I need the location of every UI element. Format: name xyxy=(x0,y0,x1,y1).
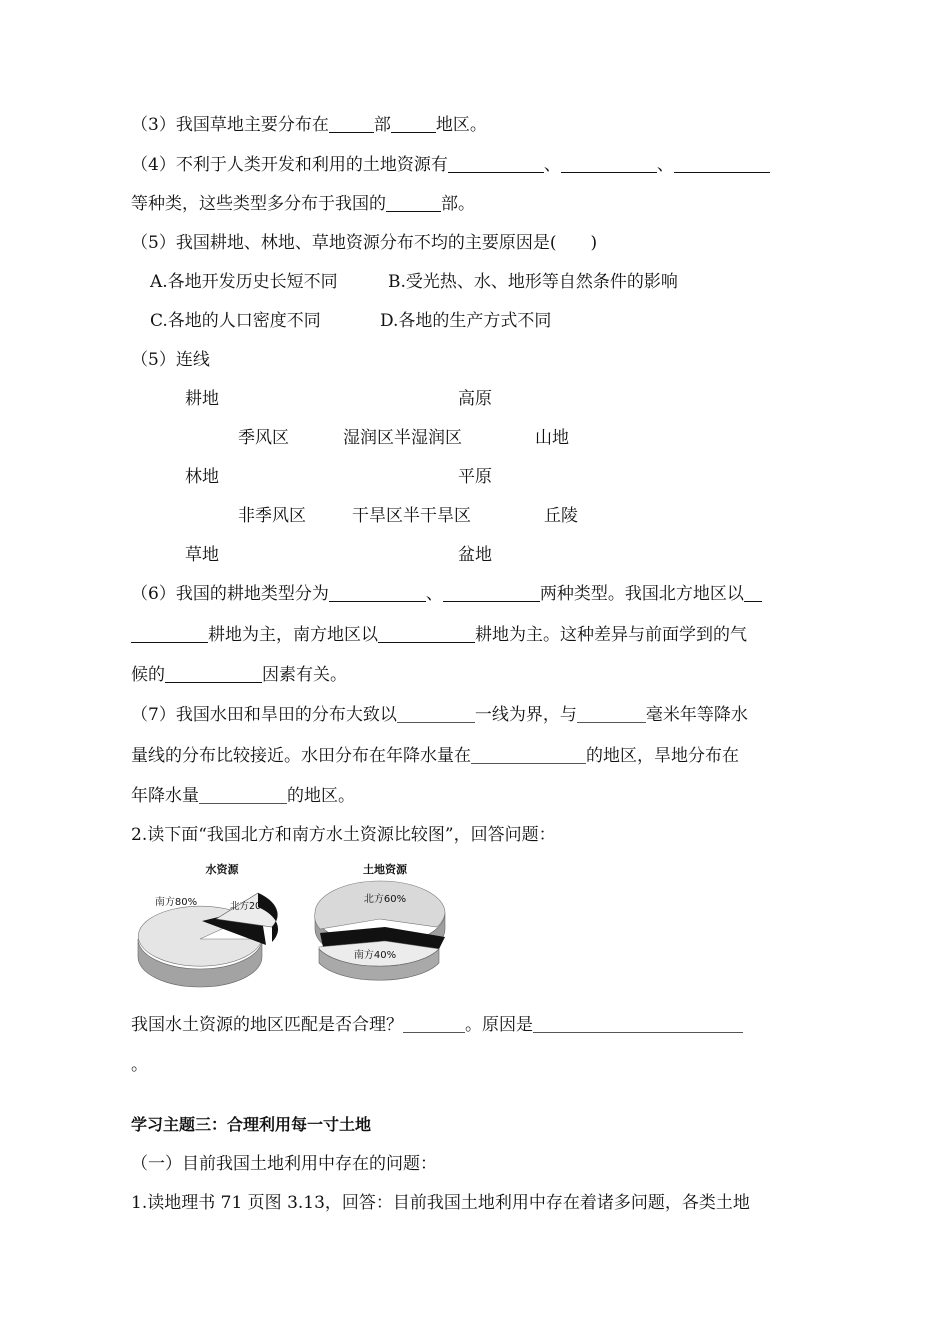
q7-text-4: 量线的分布比较接近。水田分布在年降水量在 xyxy=(131,746,471,766)
q2-blank-1[interactable] xyxy=(403,1016,465,1033)
section-question-1: 1.读地理书 71 页图 3.13，回答：目前我国土地利用中存在着诸多问题，各类土地 xyxy=(131,1193,750,1213)
q6-text-1: （6）我国的耕地类型分为 xyxy=(131,584,329,604)
pie-slice-north xyxy=(315,881,445,929)
q4-blank-2[interactable] xyxy=(561,156,657,173)
q3-text-3: 地区。 xyxy=(435,115,487,135)
q3-text-2: 部 xyxy=(373,115,391,135)
q4-sep-1: 、 xyxy=(543,155,561,175)
q6-blank-3a[interactable] xyxy=(744,585,762,602)
q2-answer-end: 。 xyxy=(131,1055,148,1075)
slice-label: 南方40% xyxy=(353,950,397,961)
q7-text-2: 一线为界，与 xyxy=(474,705,577,725)
q6-text-4: 耕地为主。这种差异与前面学到的气 xyxy=(475,625,747,645)
q2-text-2: 。原因是 xyxy=(465,1015,533,1035)
q2-blank-2[interactable] xyxy=(533,1016,743,1033)
match-left-item[interactable]: 耕地 xyxy=(185,389,219,409)
q6-blank-5[interactable] xyxy=(165,666,262,683)
question-4 xyxy=(131,155,770,175)
q3-blank-2[interactable] xyxy=(391,116,436,133)
q7-text-1: （7）我国水田和旱田的分布大致以 xyxy=(131,705,397,725)
q6-blank-1[interactable] xyxy=(329,585,426,602)
question-7 xyxy=(131,705,748,725)
slice-label: 北方60% xyxy=(363,894,407,905)
match-right-item[interactable]: 丘陵 xyxy=(544,506,578,526)
q3-text-1: （3）我国草地主要分布在 xyxy=(131,115,329,135)
option-c[interactable]: C.各地的人口密度不同 xyxy=(150,311,321,331)
question-2: 2.读下面“我国北方和南方水土资源比较图”，回答问题： xyxy=(131,825,556,845)
option-b[interactable]: B.受光热、水、地形等自然条件的影响 xyxy=(388,272,678,292)
match-left-item[interactable]: 草地 xyxy=(185,545,219,565)
slice-label: 南方80% xyxy=(154,897,198,908)
matching-title: （5）连线 xyxy=(131,350,210,370)
q4-text-1: （4）不利于人类开发和利用的土地资源有 xyxy=(131,155,448,175)
match-left-item[interactable]: 林地 xyxy=(185,467,219,487)
q6-blank-2[interactable] xyxy=(443,585,540,602)
q7-blank-1[interactable] xyxy=(397,706,475,723)
option-d[interactable]: D.各地的生产方式不同 xyxy=(380,311,552,331)
q6-sep: 、 xyxy=(425,584,443,604)
q7-text-5: 的地区，旱地分布在 xyxy=(586,746,739,766)
q6-text-2: 两种类型。我国北方地区以 xyxy=(539,584,744,604)
chart-title: 土地资源 xyxy=(363,863,407,876)
q2-text-1: 我国水土资源的地区匹配是否合理？ xyxy=(131,1015,403,1035)
q7-blank-2[interactable] xyxy=(577,706,646,723)
question-4-line-2 xyxy=(131,194,475,214)
match-middle-item[interactable]: 季风区 xyxy=(238,428,289,448)
section-title: 学习主题三：合理利用每一寸土地 xyxy=(131,1115,372,1134)
q6-blank-4[interactable] xyxy=(378,626,475,643)
q4-text-2: 等种类，这些类型多分布于我国的 xyxy=(131,194,386,214)
q3-blank-1[interactable] xyxy=(329,116,374,133)
question-3 xyxy=(131,115,487,135)
q7-blank-4[interactable] xyxy=(199,787,287,804)
match-middle-item[interactable]: 干旱区半干旱区 xyxy=(352,506,471,526)
section-subtitle: （一）目前我国土地利用中存在的问题： xyxy=(131,1154,437,1174)
q2-answer xyxy=(131,1015,743,1035)
q4-blank-3[interactable] xyxy=(674,156,770,173)
water-resource-pie-chart xyxy=(130,857,280,992)
q6-text-6: 因素有关。 xyxy=(262,665,347,685)
question-7-line-3 xyxy=(131,786,355,806)
q6-text-5: 候的 xyxy=(131,665,165,685)
q7-text-3: 毫米年等降水 xyxy=(645,705,748,725)
q7-blank-3[interactable] xyxy=(471,747,586,764)
match-right-item[interactable]: 山地 xyxy=(535,428,569,448)
option-a[interactable]: A.各地开发历史长短不同 xyxy=(150,272,338,292)
match-right-item[interactable]: 平原 xyxy=(458,467,492,487)
match-middle-item[interactable]: 湿润区半湿润区 xyxy=(343,428,462,448)
chart-title: 水资源 xyxy=(205,863,239,876)
land-resource-pie-chart xyxy=(305,857,465,992)
match-right-item[interactable]: 高原 xyxy=(458,389,492,409)
match-middle-item[interactable]: 非季风区 xyxy=(238,506,306,526)
question-5: （5）我国耕地、林地、草地资源分布不均的主要原因是( ) xyxy=(131,233,598,253)
match-right-item[interactable]: 盆地 xyxy=(458,545,492,565)
q7-text-7: 的地区。 xyxy=(287,786,355,806)
question-6-line-2 xyxy=(131,625,747,645)
q6-text-3: 耕地为主，南方地区以 xyxy=(208,625,378,645)
q6-blank-3b[interactable] xyxy=(131,626,208,643)
slice-label: 北方20% xyxy=(229,901,271,912)
q4-blank-4[interactable] xyxy=(386,195,441,212)
question-7-line-2 xyxy=(131,746,739,766)
q4-text-3: 部。 xyxy=(441,194,475,214)
q7-text-6: 年降水量 xyxy=(131,786,199,806)
q4-blank-1[interactable] xyxy=(448,156,544,173)
q4-sep-2: 、 xyxy=(656,155,674,175)
question-6-line-3 xyxy=(131,665,347,685)
question-6 xyxy=(131,584,762,604)
